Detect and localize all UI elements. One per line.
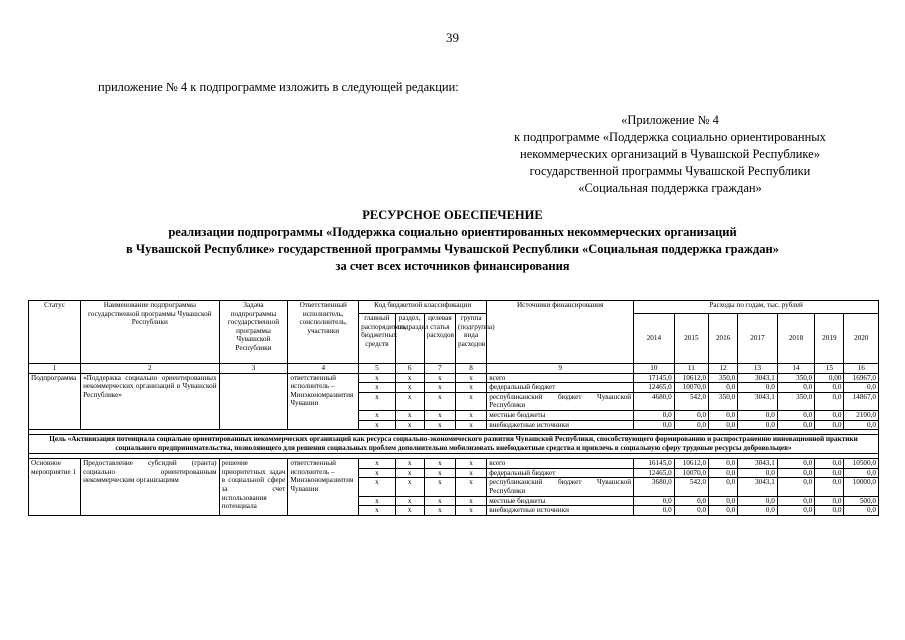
- budget-code-cell: x: [359, 383, 395, 393]
- expense-value: 0,0: [777, 496, 814, 506]
- document-heading: [40, 207, 865, 275]
- intro-text: приложение № 4 к подпрограмме изложить в следующей редакции:: [98, 80, 459, 94]
- header-task: Задача подпрограммы государственной программы Чувашской Республики: [219, 301, 288, 364]
- expense-value: 350,0: [777, 392, 814, 410]
- header-sources: Источники финансирования: [487, 301, 634, 364]
- expense-value: 10070,0: [674, 383, 708, 393]
- header-year: 2020: [844, 314, 879, 364]
- expense-value: 0,0: [815, 392, 844, 410]
- expense-value: 0,0: [738, 420, 778, 430]
- column-number: 4: [288, 364, 359, 374]
- appendix-line: «Приложение № 4: [621, 113, 719, 127]
- appendix-line: некоммерческих организаций в Чувашской Республике»: [520, 147, 820, 161]
- expense-value: 10070,0: [674, 468, 708, 478]
- row-name: «Поддержка социально ориентированных некоммерческих организаций в Чувашской Республике»: [81, 373, 220, 430]
- expense-value: 0,0: [674, 496, 708, 506]
- budget-code-cell: x: [395, 506, 424, 516]
- budget-code-cell: x: [395, 468, 424, 478]
- row-task: [219, 373, 288, 430]
- expense-value: 14867,0: [844, 392, 879, 410]
- budget-code-cell: x: [424, 496, 455, 506]
- budget-code-cell: x: [424, 468, 455, 478]
- row-executor: ответственный исполнитель – Минэкономразвития Чувашии: [288, 459, 359, 516]
- heading-line: реализации подпрограммы «Поддержка социально ориентированных некоммерческих организаций: [168, 225, 737, 239]
- budget-code-cell: x: [455, 410, 486, 420]
- heading-title: РЕСУРСНОЕ ОБЕСПЕЧЕНИЕ: [362, 208, 543, 222]
- expense-value: 0,0: [709, 383, 738, 393]
- column-number: 7: [424, 364, 455, 374]
- expense-value: 0,0: [674, 420, 708, 430]
- expense-value: 0,0: [777, 459, 814, 469]
- budget-code-cell: x: [455, 392, 486, 410]
- expense-value: 350,0: [709, 373, 738, 383]
- budget-code-cell: x: [455, 478, 486, 496]
- appendix-line: государственной программы Чувашской Республики: [529, 164, 811, 178]
- column-number: 3: [219, 364, 288, 374]
- expense-value: 0,0: [738, 468, 778, 478]
- budget-code-cell: x: [455, 496, 486, 506]
- funding-source: республиканский бюджет Чувашской Республики: [487, 392, 634, 410]
- expense-value: 2100,0: [844, 410, 879, 420]
- funding-source: местные бюджеты: [487, 410, 634, 420]
- expense-value: 0,0: [709, 468, 738, 478]
- expense-value: 542,0: [674, 392, 708, 410]
- budget-code-cell: x: [455, 506, 486, 516]
- expense-value: 0,0: [709, 410, 738, 420]
- expense-value: 0,0: [815, 478, 844, 496]
- budget-code-cell: x: [395, 410, 424, 420]
- expense-value: 0,0: [709, 506, 738, 516]
- expense-value: 350,0: [709, 392, 738, 410]
- funding-source: всего: [487, 373, 634, 383]
- budget-code-cell: x: [395, 459, 424, 469]
- expense-value: 0,0: [844, 468, 879, 478]
- budget-code-cell: x: [395, 392, 424, 410]
- budget-code-cell: x: [359, 506, 395, 516]
- budget-code-cell: x: [359, 468, 395, 478]
- expense-value: 3680,0: [634, 478, 675, 496]
- column-number: 14: [777, 364, 814, 374]
- budget-code-cell: x: [455, 383, 486, 393]
- expense-value: 0,0: [709, 459, 738, 469]
- heading-line: в Чувашской Республике» государственной программы Чувашской Республики «Социальная поддержка граждан»: [126, 242, 779, 256]
- expense-value: 3043,1: [738, 392, 778, 410]
- expense-value: 500,0: [844, 496, 879, 506]
- budget-code-cell: x: [359, 392, 395, 410]
- expense-value: 0,0: [815, 383, 844, 393]
- budget-code-cell: x: [455, 373, 486, 383]
- funding-source: всего: [487, 459, 634, 469]
- funding-source: федеральный бюджет: [487, 383, 634, 393]
- heading-line: за счет всех источников финансирования: [335, 259, 570, 273]
- budget-code-cell: x: [395, 383, 424, 393]
- expense-value: 0,0: [738, 506, 778, 516]
- expense-value: 0,0: [634, 410, 675, 420]
- header-code-group: группа (подгруппа) вида расходов: [455, 314, 486, 364]
- resource-table: [28, 300, 879, 516]
- appendix-header: [470, 112, 870, 197]
- header-name: Наименование подпрограммы государственной программы Чувашской Республики: [81, 301, 220, 364]
- budget-code-cell: x: [424, 392, 455, 410]
- expense-value: 0,0: [738, 410, 778, 420]
- budget-code-cell: x: [359, 373, 395, 383]
- header-budget-code: Код бюджетной классификации: [359, 301, 487, 314]
- budget-code-cell: x: [395, 373, 424, 383]
- budget-code-cell: x: [359, 459, 395, 469]
- column-number: 16: [844, 364, 879, 374]
- expense-value: 10500,0: [844, 459, 879, 469]
- funding-source: республиканский бюджет Чувашской Республики: [487, 478, 634, 496]
- expense-value: 0,0: [815, 420, 844, 430]
- table-row: [29, 459, 879, 469]
- budget-code-cell: x: [359, 410, 395, 420]
- expense-value: 16967,0: [844, 373, 879, 383]
- column-number: 11: [674, 364, 708, 374]
- budget-code-cell: x: [424, 410, 455, 420]
- expense-value: 10000,0: [844, 478, 879, 496]
- funding-source: местные бюджеты: [487, 496, 634, 506]
- budget-code-cell: x: [395, 420, 424, 430]
- row-status: Основное мероприятие 1: [29, 459, 81, 516]
- header-executor: Ответственный исполнитель, соисполнитель, участники: [288, 301, 359, 364]
- expense-value: 0,0: [777, 420, 814, 430]
- expense-value: 16145,0: [634, 459, 675, 469]
- column-number: 5: [359, 364, 395, 374]
- budget-code-cell: x: [424, 506, 455, 516]
- column-number: 8: [455, 364, 486, 374]
- budget-code-cell: x: [455, 468, 486, 478]
- header-code-section: раздел, подраздел: [395, 314, 424, 364]
- expense-value: 10612,0: [674, 459, 708, 469]
- expense-value: 0,0: [634, 420, 675, 430]
- expense-value: 0,0: [709, 478, 738, 496]
- funding-source: внебюджетные источники: [487, 420, 634, 430]
- header-code-main: главный распорядитель бюджетных средств: [359, 314, 395, 364]
- expense-value: 3043,1: [738, 459, 778, 469]
- budget-code-cell: x: [424, 478, 455, 496]
- expense-value: 0,0: [674, 506, 708, 516]
- funding-source: федеральный бюджет: [487, 468, 634, 478]
- budget-code-cell: x: [424, 373, 455, 383]
- header-year: 2016: [709, 314, 738, 364]
- expense-value: 0,0: [777, 478, 814, 496]
- budget-code-cell: x: [424, 459, 455, 469]
- main-activity-block: [29, 459, 879, 516]
- row-status: Подпрограмма: [29, 373, 81, 430]
- expense-value: 0,0: [815, 506, 844, 516]
- header-status: Статус: [29, 301, 81, 364]
- expense-value: 0,00: [815, 373, 844, 383]
- expense-value: 0,0: [844, 383, 879, 393]
- expense-value: 0,0: [777, 506, 814, 516]
- expense-value: 0,0: [844, 506, 879, 516]
- header-year: 2014: [634, 314, 675, 364]
- budget-code-cell: x: [455, 459, 486, 469]
- expense-value: 3043,1: [738, 373, 778, 383]
- budget-code-cell: x: [359, 478, 395, 496]
- appendix-line: к подпрограмме «Поддержка социально ориентированных: [514, 130, 826, 144]
- expense-value: 10612,0: [674, 373, 708, 383]
- column-number: 15: [815, 364, 844, 374]
- expense-value: 4680,0: [634, 392, 675, 410]
- expense-value: 0,0: [709, 496, 738, 506]
- column-numbers-row: [29, 364, 879, 374]
- expense-value: 542,0: [674, 478, 708, 496]
- row-name: Предоставление субсидий (гранта) социально ориентированным некоммерческим организациям: [81, 459, 220, 516]
- expense-value: 350,0: [777, 373, 814, 383]
- expense-value: 0,0: [777, 383, 814, 393]
- goal-section: [29, 430, 879, 459]
- column-number: 2: [81, 364, 220, 374]
- expense-value: 0,0: [634, 506, 675, 516]
- expense-value: 0,0: [815, 410, 844, 420]
- budget-code-cell: x: [455, 420, 486, 430]
- budget-code-cell: x: [424, 420, 455, 430]
- expense-value: 0,0: [634, 496, 675, 506]
- expense-value: 0,0: [844, 420, 879, 430]
- budget-code-cell: x: [424, 383, 455, 393]
- expense-value: 0,0: [815, 468, 844, 478]
- budget-code-cell: x: [395, 496, 424, 506]
- column-number: 1: [29, 364, 81, 374]
- budget-code-cell: x: [359, 420, 395, 430]
- page-number: 39: [446, 30, 459, 45]
- expense-value: 0,0: [777, 410, 814, 420]
- expense-value: 0,0: [738, 496, 778, 506]
- expense-value: 0,0: [738, 383, 778, 393]
- row-task: решение приоритетных задач в социальной сфере за счет использования потенциала: [219, 459, 288, 516]
- subprogram-block: [29, 373, 879, 430]
- expense-value: 0,0: [815, 496, 844, 506]
- column-number: 13: [738, 364, 778, 374]
- header-code-target: целевая статья расходов: [424, 314, 455, 364]
- row-executor: ответственный исполнитель – Минэкономразвития Чувашии: [288, 373, 359, 430]
- column-number: 9: [487, 364, 634, 374]
- expense-value: 0,0: [709, 420, 738, 430]
- expense-value: 17145,0: [634, 373, 675, 383]
- header-year: 2018: [777, 314, 814, 364]
- appendix-line: «Социальная поддержка граждан»: [578, 181, 762, 195]
- header-year: 2019: [815, 314, 844, 364]
- funding-source: внебюджетные источники: [487, 506, 634, 516]
- budget-code-cell: x: [359, 496, 395, 506]
- expense-value: 12465,0: [634, 383, 675, 393]
- expense-value: 0,0: [674, 410, 708, 420]
- header-year: 2015: [674, 314, 708, 364]
- goal-text: Цель «Активизация потенциала социально ориентированных некоммерческих организаций как ресурса социально-экономического развития Чувашской Республики, способствующего формированию и распространению инновационной практики социального предпринимательства, позволяющего для решения социальных проблем дополнительно мобилизовать внебюджетные средства и привлечь в социальную сферу трудовые ресурсы добровольцев»: [29, 435, 879, 454]
- column-number: 6: [395, 364, 424, 374]
- column-number: 12: [709, 364, 738, 374]
- expense-value: 12465,0: [634, 468, 675, 478]
- column-number: 10: [634, 364, 675, 374]
- header-expenses: Расходы по годам, тыс. рублей: [634, 301, 879, 314]
- expense-value: 0,0: [815, 459, 844, 469]
- expense-value: 3043,1: [738, 478, 778, 496]
- header-year: 2017: [738, 314, 778, 364]
- budget-code-cell: x: [395, 478, 424, 496]
- table-row: [29, 373, 879, 383]
- expense-value: 0,0: [777, 468, 814, 478]
